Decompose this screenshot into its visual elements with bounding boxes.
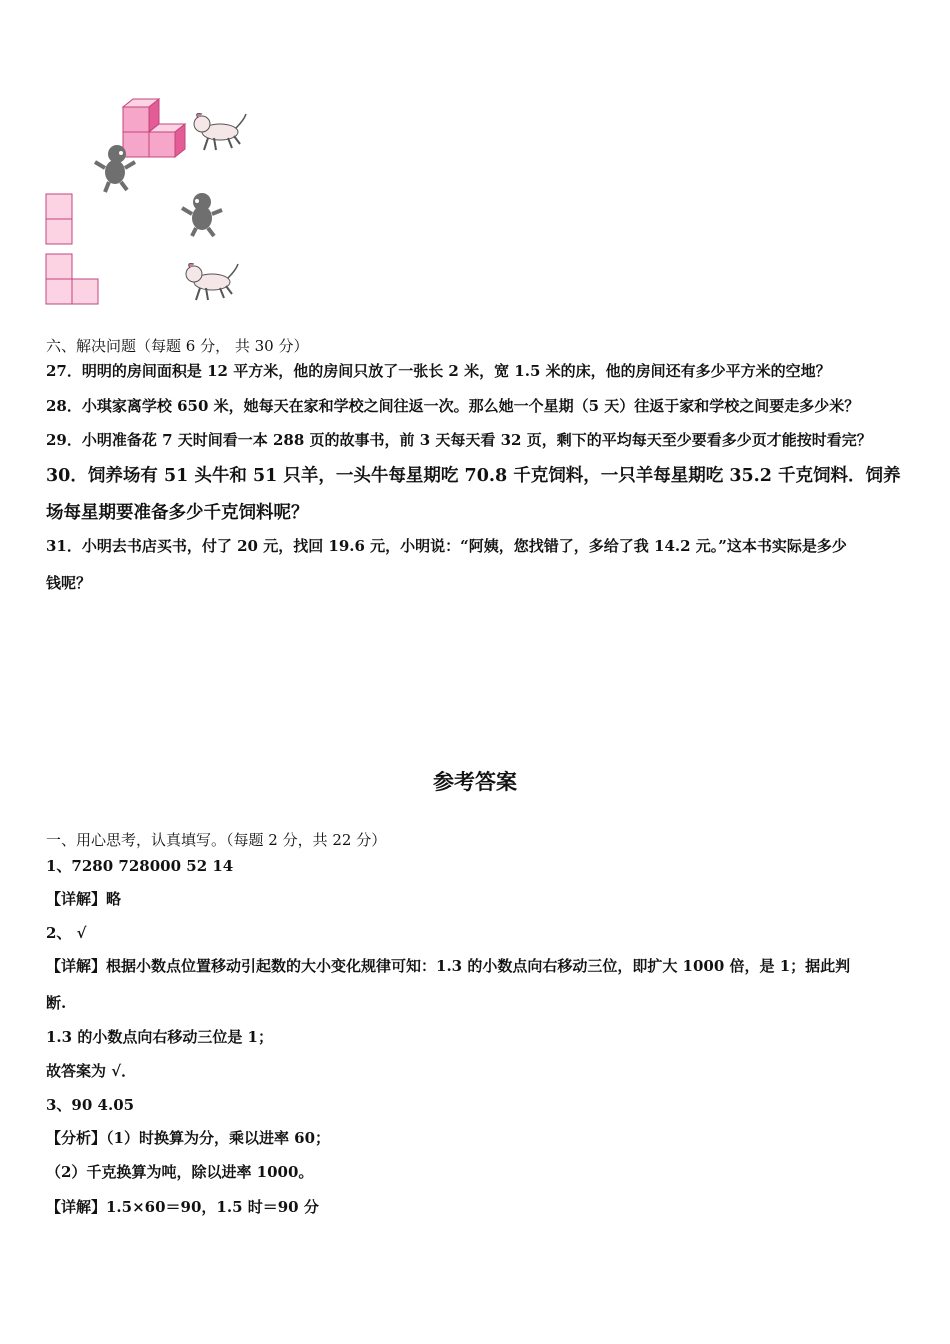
view-vertical-two [46,194,72,244]
dog-icon [194,114,246,151]
answer-2-detail-line2: 断. [46,994,67,1012]
question-27: 27．明明的房间面积是 12 平方米，他的房间只放了一张长 2 米，宽 1.5 米的床，他的房间还有多少平方米的空地？ [46,362,831,380]
answer-2-line4: 故答案为 √． [46,1062,137,1080]
answer-3: 3、90 4.05 [46,1096,135,1114]
answer-1-detail: 【详解】略 [46,890,122,908]
answer-2-detail-line1: 【详解】根据小数点位置移动引起数的大小变化规律可知：1.3 的小数点向右移动三位，即扩大 1000 倍，是 1；据此判 [46,957,851,975]
question-31-line1: 31．小明去书店买书，付了 20 元，找回 19.6 元，小明说：“阿姨，您找错了，多给了我 14.2 元。”这本书实际是多少 [46,537,847,555]
answer-3-analysis2: （2）千克换算为吨，除以进率 1000。 [46,1163,314,1181]
monkey-icon [182,193,222,236]
cube-stack-3d [123,99,185,157]
question-30-line1: 30．饲养场有 51 头牛和 51 只羊，一头牛每星期吃 70.8 千克饲料，一只羊每星期吃 35.2 千克饲料．饲养 [46,466,901,486]
answer-1: 1、7280 728000 52 14 [46,857,234,875]
answer-3-detail: 【详解】1.5×60＝90，1.5 时＝90 分 [46,1198,319,1216]
question-31-line2: 钱呢？ [46,574,92,592]
view-l-shape [46,254,98,304]
question-28: 28．小琪家离学校 650 米，她每天在家和学校之间往返一次。那么她一个星期（5 天）往返于家和学校之间要走多少米？ [46,397,860,415]
answers-section-header: 一、用心思考，认真填写。（每题 2 分，共 22 分） [46,831,387,849]
view-figures [40,92,260,312]
section-header: 六、解决问题（每题 6 分， 共 30 分） [46,337,309,355]
answer-3-analysis1: 【分析】（1）时换算为分，乘以进率 60； [46,1129,331,1147]
question-30-line2: 场每星期要准备多少千克饲料呢？ [46,503,309,523]
dog-icon [186,264,238,301]
answer-2: 2、 √ [46,924,87,942]
answer-2-line3: 1.3 的小数点向右移动三位是 1； [46,1028,273,1046]
question-29: 29．小明准备花 7 天时间看一本 288 页的故事书，前 3 天每天看 32 页，剩下的平均每天至少要看多少页才能按时看完？ [46,431,872,449]
answers-title: 参考答案 [433,769,517,794]
